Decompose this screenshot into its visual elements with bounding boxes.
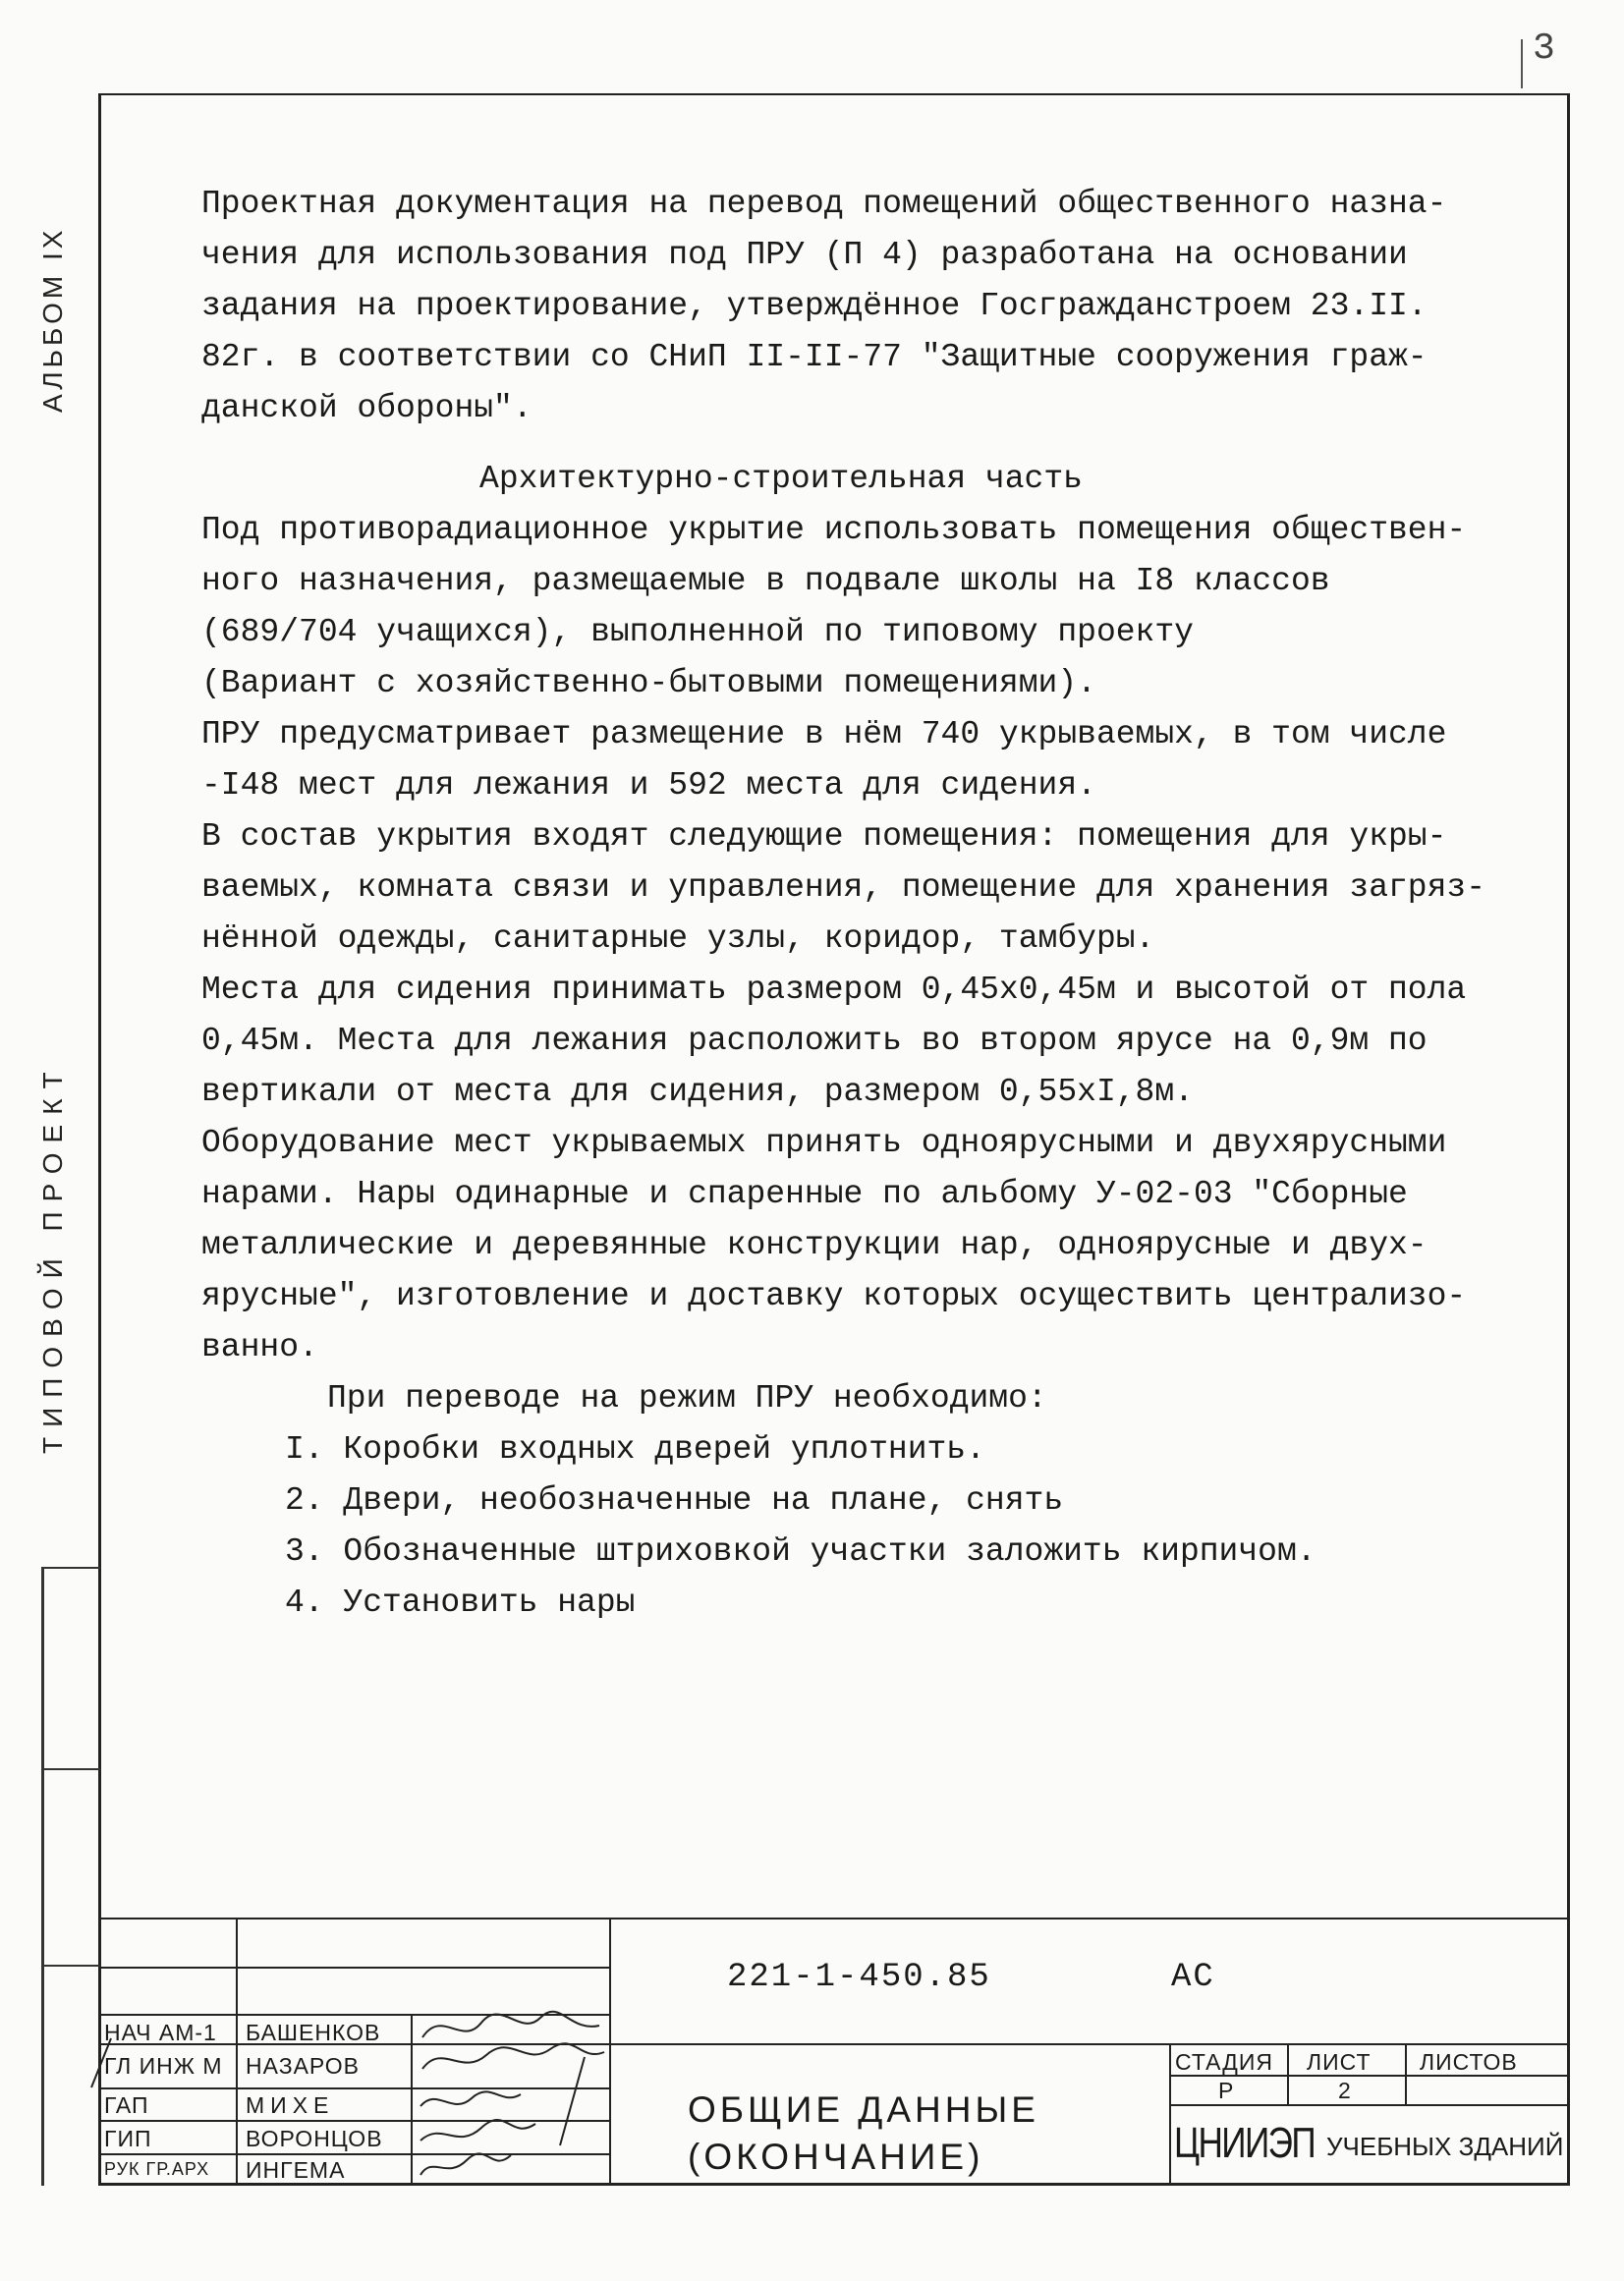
signatures-graphic <box>413 2008 609 2185</box>
list-item: 4. Установить нары <box>285 1585 636 1621</box>
sheet-title-line1: ОБЩИЕ ДАННЫЕ <box>688 2089 1039 2130</box>
sheet-title-line2: (ОКОНЧАНИЕ) <box>688 2137 984 2177</box>
sheet-value: 2 <box>1338 2078 1352 2103</box>
paragraph: Под противорадиационное укрытие использовать помещения обществен- ного назначения, размещаемые в подвале школы на I8 классов (689/704 учащихся), выполненной по типовому проекту (Вариант с хозяйственно-бытовыми помещениями). <box>201 512 1467 701</box>
intro-paragraph: Проектная документация на перевод помещений общественного назна- чения для использования под ПРУ (П 4) разработана на основании задания на проектирование, утверждённое Госгражданстроем 23.II. 82г. в соответствии со СНиП II-II-77 "Защитные сооружения граж- данской обороны". <box>201 186 1447 426</box>
margin-strip-line <box>41 1768 100 1770</box>
document-mark: АС <box>1171 1959 1215 1996</box>
paragraph: Места для сидения принимать размером 0,45х0,45м и высотой от пола 0,45м. Места для лежания расположить во втором ярусе на 0,9м по вертикали от места для сидения, размером 0,55хI,8м. <box>201 972 1467 1110</box>
role-label: НАЧ АМ-1 <box>104 2020 217 2045</box>
steps-list <box>201 1424 1557 1629</box>
organization-name: ЦНИИЭП <box>1174 2119 1316 2167</box>
paragraph: В состав укрытия входят следующие помещения: помещения для укры- ваемых, комната связи и управления, помещение для хранения загряз- нённой одежды, санитарные узлы, коридор, тамбуры. <box>201 818 1486 957</box>
list-item: 2. Двери, необозначенные на плане, снять <box>285 1482 1064 1519</box>
project-type-label: ТИПОВОЙ ПРОЕКТ <box>37 1062 68 1454</box>
signatory-name: ВОРОНЦОВ <box>246 2126 383 2151</box>
list-item: 3. Обозначенные штриховкой участки заложить кирпичом. <box>285 1533 1316 1570</box>
signatory-name: БАШЕНКОВ <box>246 2020 381 2045</box>
pen-stroke-graphic <box>86 2033 116 2092</box>
title-block <box>98 1918 1570 2186</box>
margin-strip-line <box>41 1567 44 2186</box>
role-label: ГАП <box>104 2092 149 2118</box>
sheet-label: ЛИСТ <box>1307 2049 1372 2075</box>
album-label: АЛЬБОМ IX <box>37 226 68 413</box>
paragraph: ПРУ предусматривает размещение в нём 740 укрываемых, в том числе -I48 мест для лежания и 592 места для сидения. <box>201 716 1447 804</box>
role-label: ГЛ ИНЖ М <box>104 2053 223 2079</box>
margin-strip-line <box>41 1567 100 1569</box>
stage-value: Р <box>1218 2078 1235 2103</box>
page-corner-tick <box>1521 39 1523 88</box>
stage-label: СТАДИЯ <box>1175 2049 1273 2075</box>
organization-suffix: УЧЕБНЫХ ЗДАНИЙ <box>1326 2132 1564 2161</box>
sheets-label: ЛИСТОВ <box>1420 2049 1518 2075</box>
role-label: ГИП <box>104 2126 152 2151</box>
page-number: 3 <box>1533 28 1555 70</box>
list-item: I. Коробки входных дверей уплотнить. <box>285 1431 985 1468</box>
signatory-name: МИХЕ <box>246 2092 335 2118</box>
section-title: Архитектурно-строительная часть <box>479 461 1083 497</box>
role-label: РУК ГР.АРХ <box>104 2159 210 2179</box>
steps-intro: При переводе на режим ПРУ необходимо: <box>327 1380 1047 1417</box>
document-code: 221-1-450.85 <box>727 1959 991 1996</box>
document-body <box>201 179 1557 1629</box>
signatory-name: НАЗАРОВ <box>246 2053 360 2079</box>
paragraph: Оборудование мест укрываемых принять одноярусными и двухярусными нарами. Нары одинарные и спаренные по альбому У-02-03 "Сборные металлические и деревянные конструкции нар, одноярусные и двух- ярусные", изготовление и доставку которых осуществить централизо- ванно. <box>201 1125 1467 1365</box>
signatory-name: ИНГЕМА <box>246 2157 346 2183</box>
margin-strip-line <box>41 1965 100 1967</box>
